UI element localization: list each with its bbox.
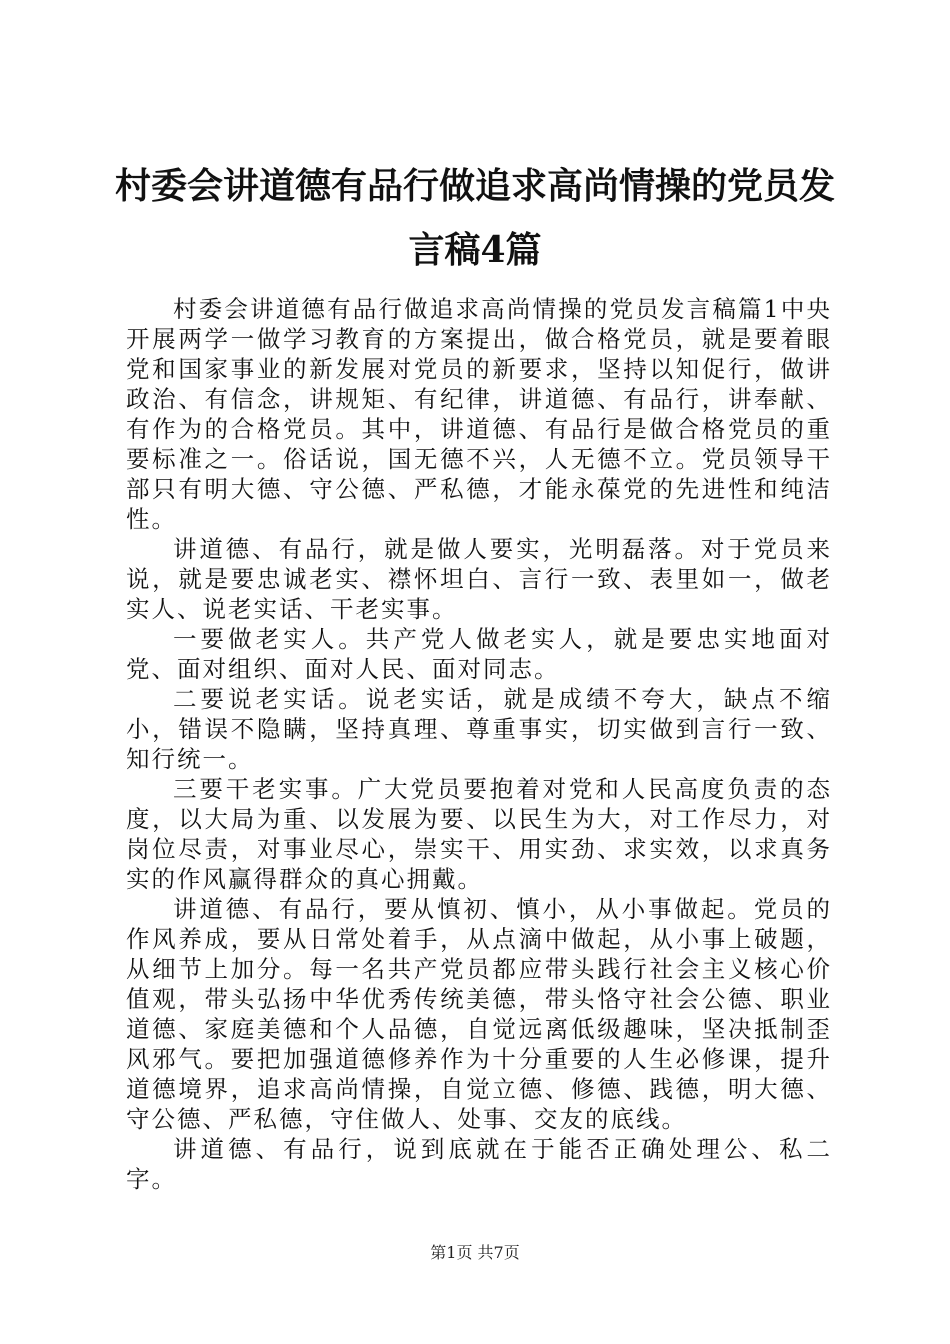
page-number-footer: 第1页 共7页 — [430, 1243, 520, 1262]
paragraph-7: 讲道德、有品行，说到底就在于能否正确处理公、私二字。 — [126, 1135, 832, 1193]
document-title: 村委会讲道德有品行做追求高尚情操的党员发言稿4篇 — [114, 165, 835, 271]
paragraph-5: 三要干老实事。广大党员要抱着对党和人民高度负责的态度，以大局为重、以发展为要、以民生为大，对工作尽力，对岗位尽责，对事业尽心，崇实干、用实劲、求实效，以求真务实的作风赢得群众的真心拥戴。 — [126, 775, 832, 893]
paragraph-1: 村委会讲道德有品行做追求高尚情操的党员发言稿篇1中央开展两学一做学习教育的方案提出，做合格党员，就是要着眼党和国家事业的新发展对党员的新要求，坚持以知促行，做讲政治、有信念，讲规矩、有纪律，讲道德、有品行，讲奉献、有作为的合格党员。其中，讲道德、有品行是做合格党员的重要标准之一。俗话说，国无德不兴，人无德不立。党员领导干部只有明大德、守公德、严私德，才能永葆党的先进性和纯洁性。 — [126, 295, 832, 533]
paragraph-3: 一要做老实人。共产党人做老实人，就是要忠实地面对党、面对组织、面对人民、面对同志。 — [126, 625, 832, 683]
paragraph-4: 二要说老实话。说老实话，就是成绩不夸大，缺点不缩小，错误不隐瞒，坚持真理、尊重事实，切实做到言行一致、知行统一。 — [126, 685, 832, 773]
document-body — [126, 294, 832, 1194]
paragraph-2: 讲道德、有品行，就是做人要实，光明磊落。对于党员来说，就是要忠诚老实、襟怀坦白、言行一致、表里如一，做老实人、说老实话、干老实事。 — [126, 535, 832, 623]
paragraph-6: 讲道德、有品行，要从慎初、慎小，从小事做起。党员的作风养成，要从日常处着手，从点滴中做起，从小事上破题，从细节上加分。每一名共产党员都应带头践行社会主义核心价值观，带头弘扬中华优秀传统美德，带头恪守社会公德、职业道德、家庭美德和个人品德，自觉远离低级趣味，坚决抵制歪风邪气。要把加强道德修养作为十分重要的人生必修课，提升道德境界，追求高尚情操，自觉立德、修德、践德，明大德、守公德、严私德，守住做人、处事、交友的底线。 — [126, 895, 832, 1133]
